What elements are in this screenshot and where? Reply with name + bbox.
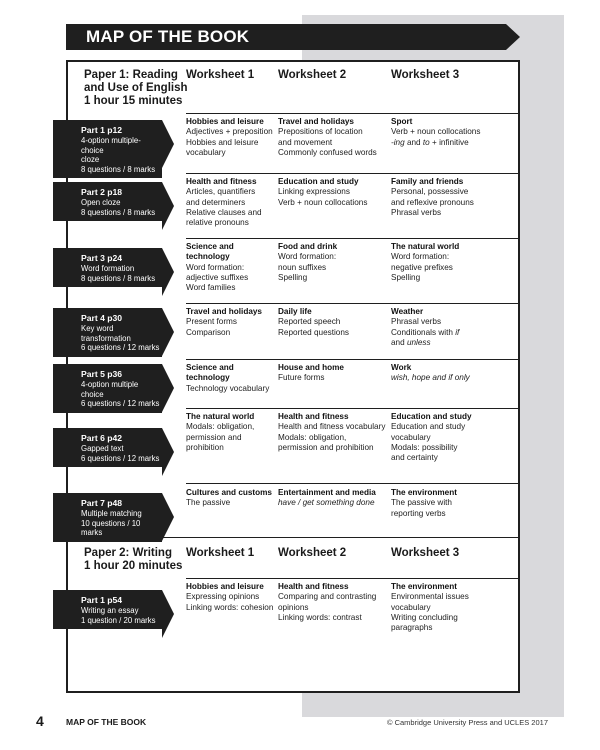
copyright-notice: © Cambridge University Press and UCLES 2017	[386, 718, 548, 727]
worksheet-cell: The environment The passive with reporting verbs	[391, 488, 457, 518]
worksheet-cell: Science and technology Technology vocabulary	[186, 363, 270, 393]
paper2-worksheet-3-label: Worksheet 3	[391, 547, 460, 559]
paper1-heading: Paper 1: Reading and Use of English 1 hour 15 minutes	[84, 69, 188, 107]
paper1-worksheet-2-label: Worksheet 2	[278, 69, 347, 81]
paper2-heading: Paper 2: Writing 1 hour 20 minutes	[84, 547, 183, 572]
worksheet-cell: Health and fitness Health and fitness vocabulary Modals: obligation, permission and prohibition	[278, 412, 386, 452]
worksheet-cell: Cultures and customs The passive	[186, 488, 272, 508]
paper1-worksheet-3-label: Worksheet 3	[391, 69, 460, 81]
row-divider	[186, 578, 518, 579]
worksheet-cell: Travel and holidays Present forms Comparison	[186, 307, 262, 337]
worksheet-cell: The natural world Word formation: negative prefixes Spelling	[391, 242, 460, 282]
worksheet-cell: Weather Phrasal verbs Conditionals with if and unless	[391, 307, 460, 347]
worksheet-cell: The environment Environmental issues vocabulary Writing concluding paragraphs	[391, 582, 469, 633]
worksheet-cell: Education and study Linking expressions Verb + noun collocations	[278, 177, 368, 207]
part-label-paper1-part3: Part 3 p24 Word formation 8 questions / 8 marks	[53, 248, 162, 287]
row-divider	[186, 238, 518, 239]
worksheet-cell: Hobbies and leisure Expressing opinions Linking words: cohesion	[186, 582, 274, 612]
worksheet-cell: Sport Verb + noun collocations -ing and to + infinitive	[391, 117, 481, 147]
worksheet-cell: Food and drink Word formation: noun suffixes Spelling	[278, 242, 338, 282]
worksheet-cell: House and home Future forms	[278, 363, 344, 383]
title-arrow-tip	[506, 24, 520, 50]
worksheet-cell: Entertainment and media have / get something done	[278, 488, 376, 508]
worksheet-cell: Travel and holidays Prepositions of location and movement Commonly confused words	[278, 117, 377, 157]
worksheet-cell: Work wish, hope and if only	[391, 363, 470, 383]
page-title: MAP OF THE BOOK	[66, 24, 506, 50]
row-divider	[186, 113, 518, 114]
part-label-paper1-part6: Part 6 p42 Gapped text 6 questions / 12 marks	[53, 428, 162, 467]
paper2-worksheet-2-label: Worksheet 2	[278, 547, 347, 559]
worksheet-cell: Family and friends Personal, possessive and reflexive pronouns Phrasal verbs	[391, 177, 474, 217]
italic-mixed-line: -ing and to + infinitive	[391, 137, 469, 147]
worksheet-cell: Science and technology Word formation: adjective suffixes Word families	[186, 242, 249, 293]
worksheet-cell: Health and fitness Articles, quantifiers and determiners Relative clauses and relative pronouns	[186, 177, 262, 228]
part-label-paper1-part7: Part 7 p48 Multiple matching 10 questions / 10 marks	[53, 493, 162, 542]
part-label-paper1-part1: Part 1 p12 4-option multiple-choice cloze 8 questions / 8 marks	[53, 120, 162, 178]
footer-section-title: MAP OF THE BOOK	[66, 717, 147, 727]
row-divider	[186, 408, 518, 409]
worksheet-cell: Hobbies and leisure Adjectives + preposition Hobbies and leisure vocabulary	[186, 117, 273, 157]
row-divider	[186, 359, 518, 360]
worksheet-cell: Health and fitness Comparing and contrasting opinions Linking words: contrast	[278, 582, 377, 622]
row-divider	[186, 303, 518, 304]
part-label-paper1-part2: Part 2 p18 Open cloze 8 questions / 8 marks	[53, 182, 162, 221]
row-divider	[186, 483, 518, 484]
part-label-paper1-part5: Part 5 p36 4-option multiple choice 6 questions / 12 marks	[53, 364, 162, 413]
worksheet-cell: The natural world Modals: obligation, permission and prohibition	[186, 412, 255, 452]
part-label-paper2-part1: Part 1 p54 Writing an essay 1 question / 20 marks	[53, 590, 162, 629]
worksheet-cell: Daily life Reported speech Reported questions	[278, 307, 350, 337]
row-divider	[186, 173, 518, 174]
worksheet-cell: Education and study Education and study vocabulary Modals: possibility and certainty	[391, 412, 472, 463]
paper2-worksheet-1-label: Worksheet 1	[186, 547, 255, 559]
paper1-worksheet-1-label: Worksheet 1	[186, 69, 255, 81]
page-number: 4	[36, 713, 44, 729]
part-label-paper1-part4: Part 4 p30 Key word transformation 6 questions / 12 marks	[53, 308, 162, 357]
